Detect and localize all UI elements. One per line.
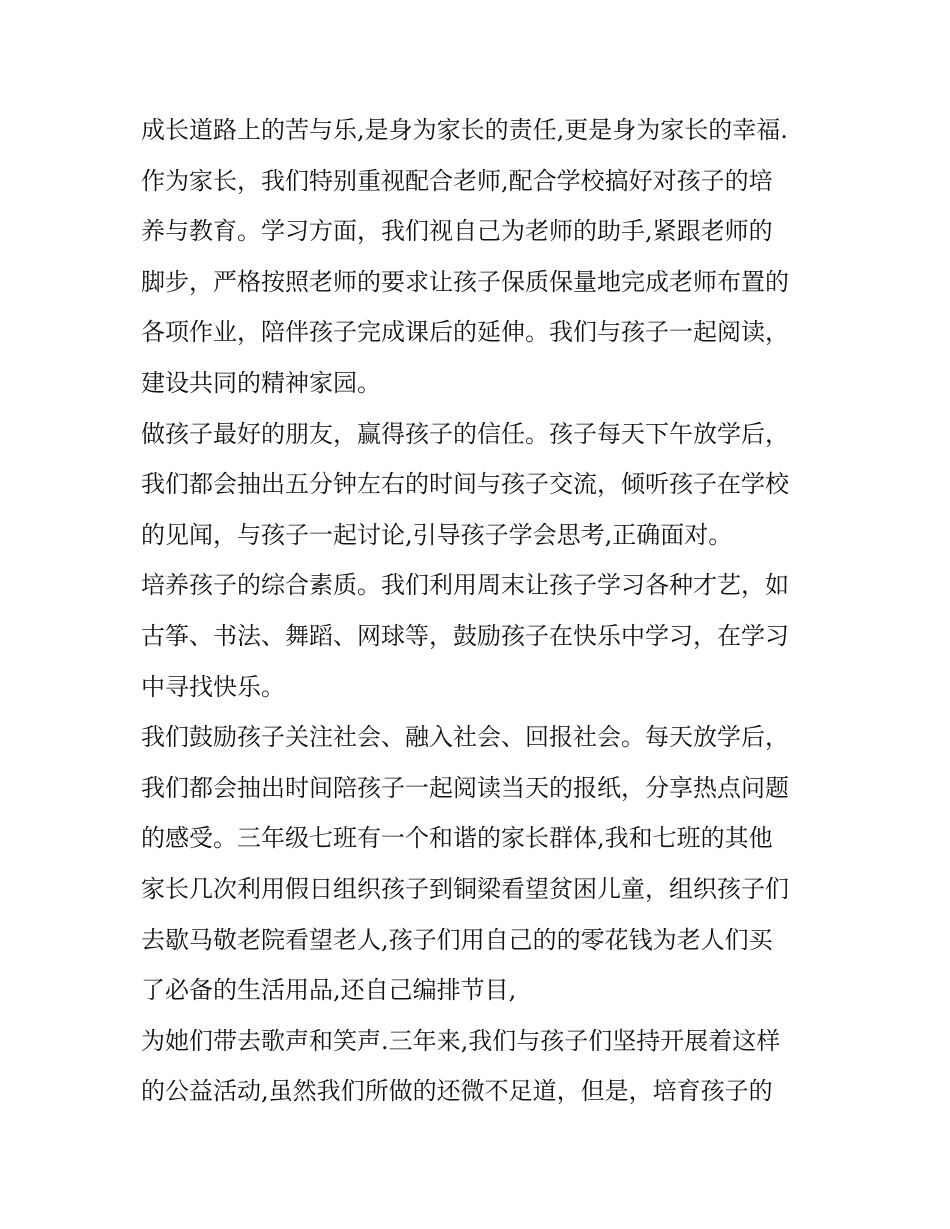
text-line: 的公益活动,虽然我们所做的还微不足道，但是，培育孩子的 <box>141 1077 773 1106</box>
text-line: 脚步，严格按照老师的要求让孩子保质保量地完成老师布置的 <box>141 267 789 296</box>
text-line: 我们都会抽出时间陪孩子一起阅读当天的报纸，分享热点问题 <box>141 773 789 802</box>
text-line: 作为家长，我们特别重视配合老师,配合学校搞好对孩子的培 <box>141 166 773 195</box>
text-line: 我们都会抽出五分钟左右的时间与孩子交流，倾听孩子在学校 <box>141 470 789 499</box>
text-line: 我们鼓励孩子关注社会、融入社会、回报社会。每天放学后， <box>141 723 789 752</box>
text-line: 中寻找快乐。 <box>141 672 285 701</box>
document-body <box>141 105 821 1117</box>
text-line: 培养孩子的综合素质。我们利用周末让孩子学习各种才艺，如 <box>141 571 789 600</box>
text-line: 去歇马敬老院看望老人,孩子们用自己的的零花钱为老人们买 <box>141 925 773 954</box>
text-line: 养与教育。学习方面，我们视自己为老师的助手,紧跟老师的 <box>141 217 773 246</box>
text-line: 成长道路上的苦与乐,是身为家长的责任,更是身为家长的幸福. <box>141 116 788 144</box>
text-line: 建设共同的精神家园。 <box>141 368 381 397</box>
text-line: 做孩子最好的朋友，赢得孩子的信任。孩子每天下午放学后， <box>141 419 789 448</box>
text-line: 的感受。三年级七班有一个和谐的家长群体,我和七班的其他 <box>141 824 773 853</box>
text-line: 古筝、书法、舞蹈、网球等，鼓励孩子在快乐中学习，在学习 <box>141 621 789 650</box>
text-line: 了必备的生活用品,还自己编排节目, <box>141 976 517 1005</box>
text-line: 的见闻，与孩子一起讨论,引导孩子学会思考,正确面对。 <box>141 520 733 549</box>
text-line: 各项作业，陪伴孩子完成课后的延伸。我们与孩子一起阅读， <box>141 318 789 347</box>
text-line: 家长几次利用假日组织孩子到铜梁看望贫困儿童，组织孩子们 <box>141 874 789 903</box>
text-line: 为她们带去歌声和笑声.三年来,我们与孩子们坚持开展着这样 <box>141 1026 781 1055</box>
